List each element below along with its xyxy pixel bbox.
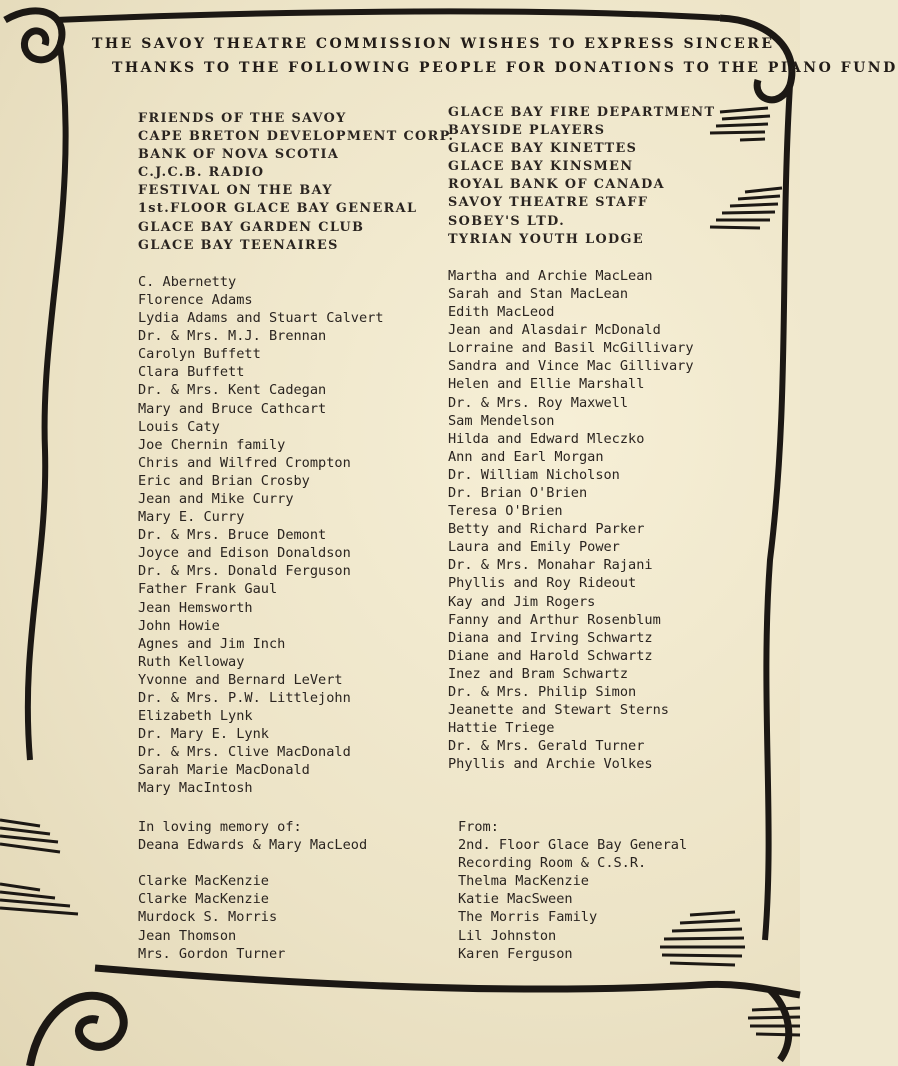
donor-item: Edith MacLeod [448,304,555,321]
org-item: BAYSIDE PLAYERS [448,123,606,139]
donor-item: Ann and Earl Morgan [448,448,604,465]
memorial-from: Karen Ferguson [458,945,573,962]
org-item: ROYAL BANK OF CANADA [448,177,665,193]
memorial-left [138,818,367,963]
donor-item: Hattie Triege [448,720,555,737]
donor-item: John Howie [138,617,220,634]
donor-item: Dr. & Mrs. Roy Maxwell [448,394,629,411]
donor-item: Dr. & Mrs. Donald Ferguson [138,563,351,580]
donor-item: Dr. Mary E. Lynk [138,726,269,743]
org-item: CAPE BRETON DEVELOPMENT CORP. [138,129,455,145]
donor-item: Dr. & Mrs. Gerald Turner [448,738,645,755]
donor-item: Dr. Brian O'Brien [448,484,588,501]
donor-item: Dr. & Mrs. Kent Cadegan [138,382,327,399]
org-item: SOBEY'S LTD. [448,213,566,229]
donor-item: Elizabeth Lynk [138,708,253,725]
memorial-from: The Morris Family [458,909,598,926]
donor-item: Hilda and Edward Mleczko [448,430,645,447]
donor-item: Chris and Wilfred Crompton [138,454,351,471]
donor-item: Diane and Harold Schwartz [448,647,653,664]
donor-item: Sarah and Stan MacLean [448,285,629,302]
donor-item: Dr. & Mrs. Philip Simon [448,684,637,700]
donor-item: Dr. & Mrs. Monahar Rajani [448,557,653,574]
org-item: C.J.C.B. RADIO [138,165,265,181]
donor-item: Eric and Brian Crosby [138,472,310,489]
donor-item: Helen and Ellie Marshall [448,376,645,393]
donor-item: Yvonne and Bernard LeVert [138,671,343,688]
donor-item: Mary E. Curry [138,509,245,526]
donor-item: Jean and Mike Curry [138,490,294,507]
donor-item: Jean and Alasdair McDonald [448,322,661,339]
donor-item: Martha and Archie MacLean [448,267,653,284]
org-item: GLACE BAY TEENAIRES [138,237,339,253]
donor-item: Clara Buffett [138,364,245,381]
donor-item: Sarah Marie MacDonald [138,762,310,779]
memorial-from-heading: From: [458,819,499,835]
org-item: FRIENDS OF THE SAVOY [138,111,347,126]
donor-item: Sam Mendelson [448,412,555,429]
donor-item: Jean Hemsworth [138,599,253,616]
org-item: 1st.FLOOR GLACE BAY GENERAL [138,201,418,217]
org-item: GLACE BAY FIRE DEPARTMENT [448,105,716,120]
org-item: SAVOY THEATRE STAFF [448,195,649,211]
org-item: FESTIVAL ON THE BAY [138,183,333,199]
memorial-from: Thelma MacKenzie [458,873,589,890]
donor-item: C. Abernetty [138,273,237,290]
donor-item: Father Frank Gaul [138,581,278,598]
donor-item: Teresa O'Brien [448,503,563,520]
donor-item: Kay and Jim Rogers [448,593,596,610]
donor-item: Sandra and Vince Mac Gillivary [448,358,694,375]
donor-item: Lorraine and Basil McGillivary [448,340,694,357]
donor-item: Phyllis and Roy Rideout [448,575,637,592]
memorial-name: Jean Thomson [138,927,237,944]
heading-line-1: THE SAVOY THEATRE COMMISSION WISHES TO EXPRESS SINCERE [92,36,775,52]
donor-item: Florence Adams [138,291,253,308]
donor-item: Dr. & Mrs. P.W. Littlejohn [138,690,351,706]
donor-item: Carolyn Buffett [138,346,261,363]
org-item: GLACE BAY KINETTES [448,141,638,157]
heading-line-2: THANKS TO THE FOLLOWING PEOPLE FOR DONATIONS TO THE PIANO FUND [112,60,898,76]
donor-item: Phyllis and Archie Volkes [448,756,653,773]
donor-item: Joe Chernin family [138,436,286,453]
left-column [138,110,454,798]
donor-item: Mary MacIntosh [138,780,253,797]
memorial-from-line: 2nd. Floor Glace Bay General [458,837,688,854]
org-item: GLACE BAY GARDEN CLUB [138,219,365,235]
donor-item: Jeanette and Stewart Sterns [448,702,669,719]
donor-item: Dr. & Mrs. Bruce Demont [138,527,327,544]
memorial-name: Clarke MacKenzie [138,873,269,890]
donor-item: Agnes and Jim Inch [138,635,286,652]
memorial-name: Murdock S. Morris [138,909,278,926]
donor-item: Inez and Bram Schwartz [448,665,629,682]
donor-item: Ruth Kelloway [138,653,245,670]
memorial-heading: In loving memory of: [138,819,302,835]
memorial-from-line: Recording Room & C.S.R. [458,855,647,872]
org-item: TYRIAN YOUTH LODGE [448,231,644,247]
donor-item: Dr. William Nicholson [448,466,620,483]
donor-item: Dr. & Mrs. Clive MacDonald [138,744,351,761]
donor-item: Diana and Irving Schwartz [448,629,653,646]
memorial-from: Katie MacSween [458,891,573,908]
right-column [448,104,715,773]
donor-item: Mary and Bruce Cathcart [138,400,327,417]
donor-item: Laura and Emily Power [448,539,620,556]
donor-item: Joyce and Edison Donaldson [138,545,351,562]
memorial-line: Deana Edwards & Mary MacLeod [138,837,368,854]
donor-item: Fanny and Arthur Rosenblum [448,611,661,628]
memorial-from: Lil Johnston [458,927,557,944]
memorial-name: Mrs. Gordon Turner [138,945,286,962]
org-item: BANK OF NOVA SCOTIA [138,147,340,163]
org-item: GLACE BAY KINSMEN [448,159,634,175]
donor-item: Lydia Adams and Stuart Calvert [138,310,384,327]
donor-item: Louis Caty [138,418,220,435]
memorial-name: Clarke MacKenzie [138,891,269,908]
donor-item: Betty and Richard Parker [448,521,645,538]
memorial-right [458,818,687,963]
donor-item: Dr. & Mrs. M.J. Brennan [138,328,327,345]
